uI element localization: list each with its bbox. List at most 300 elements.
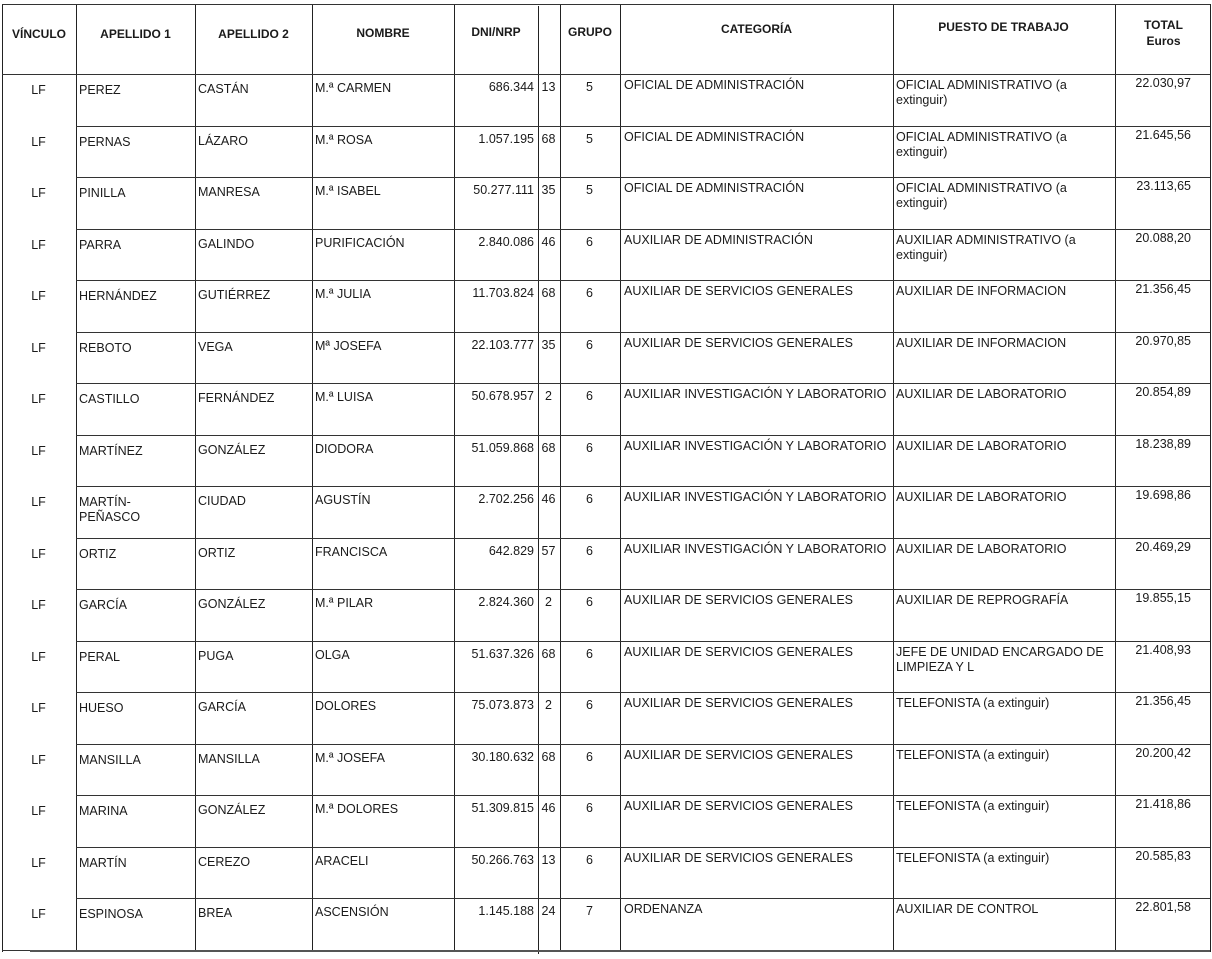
cell-vinculo: LF (31, 392, 46, 406)
cell-puesto: AUXILIAR DE LABORATORIO (896, 438, 1067, 453)
cell-grupo: 5 (586, 183, 593, 197)
row-divider (195, 435, 312, 436)
cell-vinculo: LF (31, 237, 46, 252)
row-divider (312, 126, 454, 127)
cell-apellido1: PINILLA (79, 186, 126, 200)
row-divider (893, 126, 1115, 127)
row-divider (195, 383, 312, 384)
row-divider (620, 486, 893, 487)
row-divider (560, 435, 620, 436)
cell-vinculo: LF (31, 340, 46, 355)
cell-dni: 50.266.763 (471, 852, 534, 867)
cell-nrp: 57 (541, 543, 556, 558)
row-divider (560, 280, 620, 281)
row-divider (560, 641, 620, 642)
row-divider (1115, 177, 1210, 178)
row-divider (1115, 898, 1210, 899)
cell-dni: 1.057.195 (478, 131, 534, 146)
cell-categoria: AUXILIAR DE SERVICIOS GENERALES (624, 335, 854, 350)
cell-nombre: OLGA (315, 647, 350, 662)
row-divider (560, 847, 620, 848)
cell-grupo: 6 (586, 234, 593, 249)
row-divider (76, 641, 195, 642)
row-divider (195, 229, 312, 230)
row-divider (893, 486, 1115, 487)
cell-total: 19.698,86 (1135, 488, 1191, 502)
cell-apellido2: MANRESA (198, 185, 260, 199)
cell-total: 20.088,20 (1135, 230, 1191, 245)
row-divider (1115, 280, 1210, 281)
row-divider (454, 126, 538, 127)
cell-vinculo: LF (31, 752, 46, 767)
cell-categoria: OFICIAL DE ADMINISTRACIÓN (624, 129, 805, 144)
cell-puesto: AUXILIAR DE INFORMACION (896, 335, 1067, 350)
row-divider (893, 692, 1115, 693)
cell-nombre: M.ª LUISA (315, 390, 374, 404)
cell-categoria: AUXILIAR DE SERVICIOS GENERALES (624, 593, 854, 607)
cell-dni: 11.703.824 (472, 286, 534, 300)
row-divider (1115, 795, 1210, 796)
cell-categoria: AUXILIAR DE SERVICIOS GENERALES (624, 644, 854, 659)
cell-nrp: 35 (541, 337, 556, 352)
cell-vinculo: LF (31, 804, 46, 818)
header-vinculo: VÍNCULO (12, 27, 66, 41)
row-divider (76, 589, 195, 590)
header-total-unit: Euros (1146, 34, 1181, 48)
row-divider (76, 280, 195, 281)
row-divider (538, 538, 560, 539)
row-divider (1115, 126, 1210, 127)
cell-total: 19.855,15 (1135, 591, 1191, 605)
row-divider (76, 229, 195, 230)
row-divider (893, 744, 1115, 745)
row-divider (620, 177, 893, 178)
cell-apellido1: REBOTO (79, 340, 132, 355)
cell-total: 22.030,97 (1135, 76, 1191, 90)
row-divider (312, 847, 454, 848)
cell-nrp: 2 (545, 595, 552, 609)
cell-nrp: 2 (545, 698, 552, 712)
cell-nrp: 46 (541, 492, 556, 506)
cell-grupo: 6 (586, 337, 593, 352)
row-divider (620, 692, 893, 693)
row-divider (312, 280, 454, 281)
cell-vinculo: LF (31, 598, 46, 612)
row-divider (560, 383, 620, 384)
cell-apellido2: CIUDAD (198, 494, 246, 508)
cell-grupo: 6 (586, 389, 593, 403)
cell-puesto: TELEFONISTA (a extinguir) (896, 696, 1050, 710)
row-divider (454, 435, 538, 436)
header-puesto: PUESTO DE TRABAJO (938, 20, 1069, 34)
cell-categoria: ORDENANZA (624, 902, 703, 916)
row-divider (312, 383, 454, 384)
row-divider (1115, 383, 1210, 384)
row-divider (893, 229, 1115, 230)
row-divider (560, 898, 620, 899)
cell-dni: 686.344 (488, 80, 534, 94)
cell-grupo: 6 (586, 492, 593, 506)
header-total: TOTAL (1144, 18, 1183, 32)
row-divider (620, 898, 893, 899)
cell-nrp: 13 (541, 852, 556, 867)
row-divider (538, 486, 560, 487)
cell-categoria: AUXILIAR INVESTIGACIÓN Y LABORATORIO (624, 438, 887, 453)
row-divider (893, 383, 1115, 384)
cell-apellido2: GARCÍA (198, 700, 246, 714)
row-divider (312, 641, 454, 642)
cell-nombre: M.ª ISABEL (315, 184, 381, 198)
cell-categoria: OFICIAL DE ADMINISTRACIÓN (624, 78, 805, 92)
row-divider (454, 692, 538, 693)
cell-puesto: TELEFONISTA (a extinguir) (896, 799, 1050, 813)
cell-categoria: AUXILIAR DE SERVICIOS GENERALES (624, 284, 854, 298)
cell-apellido2: LÁZARO (198, 133, 249, 148)
row-divider (538, 229, 560, 230)
row-divider (195, 847, 312, 848)
cell-total: 21.408,93 (1135, 642, 1191, 657)
row-divider (1115, 538, 1210, 539)
cell-apellido1: CASTILLO (79, 392, 140, 406)
cell-apellido1: MARTÍN (79, 855, 127, 870)
header-apellido2: APELLIDO 2 (218, 27, 289, 41)
cell-vinculo: LF (31, 443, 46, 458)
row-divider (893, 332, 1115, 333)
cell-nombre: M.ª JOSEFA (315, 750, 385, 765)
cell-vinculo: LF (31, 907, 46, 921)
row-divider (195, 744, 312, 745)
row-divider (538, 692, 560, 693)
cell-grupo: 5 (586, 80, 593, 94)
row-divider (893, 847, 1115, 848)
cell-nrp: 68 (541, 646, 556, 661)
row-divider (454, 538, 538, 539)
cell-apellido1: MANSILLA (79, 752, 141, 767)
cell-apellido2: GONZÁLEZ (198, 442, 266, 457)
row-divider (538, 589, 560, 590)
row-divider (195, 589, 312, 590)
row-divider (76, 898, 195, 899)
row-divider (195, 898, 312, 899)
row-divider (76, 538, 195, 539)
row-divider (560, 692, 620, 693)
row-divider (620, 280, 893, 281)
cell-grupo: 5 (586, 131, 593, 146)
cell-total: 18.238,89 (1135, 436, 1191, 451)
cell-apellido2: ORTIZ (198, 545, 236, 560)
row-divider (454, 641, 538, 642)
cell-grupo: 6 (586, 543, 593, 558)
cell-vinculo: LF (31, 83, 46, 97)
cell-grupo: 6 (586, 749, 593, 764)
cell-apellido2: FERNÁNDEZ (198, 391, 275, 405)
row-divider (454, 898, 538, 899)
row-divider (1115, 589, 1210, 590)
row-divider (2, 4, 1210, 5)
cell-nrp: 46 (541, 801, 556, 815)
row-divider (620, 435, 893, 436)
row-divider (893, 280, 1115, 281)
column-divider (312, 4, 313, 952)
cell-apellido1: MARTÍNEZ (79, 443, 143, 458)
row-divider (538, 744, 560, 745)
cell-categoria: AUXILIAR INVESTIGACIÓN Y LABORATORIO (624, 541, 887, 556)
cell-nrp: 24 (541, 904, 556, 918)
row-divider (560, 229, 620, 230)
cell-apellido2: CASTÁN (198, 82, 249, 96)
header-categoria: CATEGORÍA (720, 22, 793, 36)
cell-nombre: FRANCISCA (315, 544, 388, 559)
cell-apellido1: PARRA (79, 237, 122, 252)
row-divider (195, 692, 312, 693)
row-divider (893, 538, 1115, 539)
row-divider (312, 744, 454, 745)
cell-apellido2: GALINDO (198, 236, 255, 251)
cell-puesto: AUXILIAR DE LABORATORIO (896, 490, 1067, 504)
row-divider (538, 898, 560, 899)
cell-apellido1: ESPINOSA (79, 907, 143, 921)
cell-nombre: M.ª DOLORES (315, 802, 399, 816)
column-divider (1210, 4, 1211, 952)
header-apellido1: APELLIDO 1 (100, 27, 171, 41)
cell-total: 21.356,45 (1135, 694, 1191, 708)
cell-apellido1: HERNÁNDEZ (79, 289, 157, 303)
cell-dni: 75.073.873 (471, 698, 534, 712)
cell-nombre: Mª JOSEFA (315, 338, 382, 353)
cell-grupo: 6 (586, 286, 593, 300)
row-divider (76, 383, 195, 384)
cell-categoria: AUXILIAR INVESTIGACIÓN Y LABORATORIO (624, 387, 887, 401)
row-divider (560, 589, 620, 590)
cell-vinculo: LF (31, 495, 46, 509)
cell-vinculo: LF (31, 701, 46, 715)
cell-grupo: 6 (586, 595, 593, 609)
cell-nrp: 68 (541, 131, 556, 146)
cell-apellido1: MARTÍN-PEÑASCO (79, 495, 141, 524)
bottom-border (30, 950, 1210, 952)
row-divider (312, 589, 454, 590)
row-divider (454, 589, 538, 590)
cell-nrp: 46 (541, 234, 556, 249)
cell-nombre: PURIFICACIÓN (315, 235, 405, 250)
cell-vinculo: LF (31, 289, 46, 303)
cell-grupo: 6 (586, 801, 593, 815)
cell-puesto: OFICIAL ADMINISTRATIVO (a extinguir) (896, 181, 1067, 210)
cell-total: 23.113,65 (1136, 179, 1191, 193)
row-divider (620, 795, 893, 796)
column-divider (195, 4, 196, 952)
column-divider (893, 4, 894, 952)
row-divider (620, 847, 893, 848)
row-divider (560, 744, 620, 745)
row-divider (560, 486, 620, 487)
cell-apellido1: MARINA (79, 804, 128, 818)
row-divider (538, 641, 560, 642)
cell-vinculo: LF (31, 649, 46, 664)
row-divider (538, 126, 560, 127)
cell-puesto: AUXILIAR DE REPROGRAFÍA (896, 593, 1069, 607)
row-divider (538, 177, 560, 178)
column-divider (76, 4, 77, 952)
cell-apellido1: PEREZ (79, 83, 121, 97)
row-divider (454, 332, 538, 333)
cell-vinculo: LF (31, 855, 46, 870)
cell-categoria: AUXILIAR DE SERVICIOS GENERALES (624, 696, 854, 710)
cell-apellido2: MANSILLA (198, 751, 260, 766)
cell-grupo: 6 (586, 852, 593, 867)
cell-nrp: 35 (541, 183, 556, 197)
cell-total: 20.200,42 (1135, 745, 1191, 760)
cell-nombre: DIODORA (315, 441, 374, 456)
cell-dni: 50.277.111 (473, 183, 534, 197)
cell-nrp: 2 (545, 389, 552, 403)
row-divider (312, 538, 454, 539)
cell-nrp: 13 (541, 80, 556, 94)
row-divider (620, 589, 893, 590)
row-divider (560, 177, 620, 178)
cell-apellido1: HUESO (79, 701, 124, 715)
cell-puesto: AUXILIAR ADMINISTRATIVO (a extinguir) (896, 232, 1076, 262)
cell-apellido2: CEREZO (198, 854, 251, 869)
cell-dni: 51.059.868 (471, 440, 534, 455)
row-divider (76, 332, 195, 333)
cell-apellido2: GUTIÉRREZ (198, 288, 271, 302)
cell-puesto: AUXILIAR DE LABORATORIO (896, 387, 1067, 401)
row-divider (76, 126, 195, 127)
cell-nombre: M.ª ROSA (315, 132, 373, 147)
cell-dni: 2.702.256 (478, 492, 534, 506)
row-divider (893, 435, 1115, 436)
header-dni: DNI/NRP (471, 25, 521, 39)
cell-apellido1: GARCÍA (79, 598, 127, 612)
row-divider (1115, 486, 1210, 487)
row-divider (620, 383, 893, 384)
row-divider (76, 486, 195, 487)
row-divider (76, 847, 195, 848)
row-divider (312, 435, 454, 436)
cell-apellido2: VEGA (198, 339, 233, 354)
cell-vinculo: LF (31, 134, 46, 149)
row-divider (312, 229, 454, 230)
cell-dni: 2.824.360 (478, 595, 534, 609)
cell-apellido2: GONZÁLEZ (198, 803, 266, 817)
header-nombre: NOMBRE (356, 26, 410, 40)
row-divider (454, 177, 538, 178)
row-divider (1115, 692, 1210, 693)
cell-total: 20.854,89 (1135, 385, 1191, 399)
cell-categoria: AUXILIAR DE SERVICIOS GENERALES (624, 747, 854, 762)
row-divider (560, 795, 620, 796)
cell-nrp: 68 (541, 440, 556, 455)
cell-nombre: M.ª CARMEN (315, 81, 392, 95)
row-divider (538, 435, 560, 436)
row-divider (195, 538, 312, 539)
row-divider (454, 744, 538, 745)
row-divider (2, 74, 1210, 75)
row-divider (620, 126, 893, 127)
row-divider (1115, 332, 1210, 333)
row-divider (454, 795, 538, 796)
row-divider (195, 177, 312, 178)
row-divider (454, 486, 538, 487)
cell-nombre: M.ª PILAR (315, 596, 374, 610)
row-divider (538, 383, 560, 384)
cell-dni: 50.678.957 (471, 389, 534, 403)
cell-nombre: AGUSTÍN (315, 493, 371, 507)
row-divider (620, 538, 893, 539)
cell-apellido2: PUGA (198, 648, 234, 663)
row-divider (312, 332, 454, 333)
row-divider (893, 898, 1115, 899)
cell-grupo: 6 (586, 646, 593, 661)
row-divider (538, 795, 560, 796)
row-divider (893, 795, 1115, 796)
cell-categoria: OFICIAL DE ADMINISTRACIÓN (624, 181, 805, 195)
cell-total: 21.418,86 (1135, 797, 1191, 811)
cell-grupo: 6 (586, 698, 593, 712)
row-divider (454, 229, 538, 230)
row-divider (1115, 229, 1210, 230)
row-divider (312, 177, 454, 178)
row-divider (454, 383, 538, 384)
cell-total: 20.585,83 (1135, 848, 1191, 863)
row-divider (538, 847, 560, 848)
row-divider (1115, 435, 1210, 436)
row-divider (620, 229, 893, 230)
cell-nombre: ASCENSIÓN (315, 905, 389, 919)
cell-puesto: JEFE DE UNIDAD ENCARGADO DE LIMPIEZA Y L (896, 644, 1104, 674)
row-divider (195, 280, 312, 281)
cell-nrp: 68 (541, 286, 556, 300)
row-divider (454, 280, 538, 281)
cell-dni: 51.637.326 (471, 646, 534, 661)
cell-nombre: M.ª JULIA (315, 287, 372, 301)
cell-nrp: 68 (541, 749, 556, 764)
cell-puesto: TELEFONISTA (a extinguir) (896, 747, 1050, 762)
column-divider (620, 4, 621, 952)
cell-nombre: DOLORES (315, 699, 377, 713)
row-divider (312, 795, 454, 796)
cell-grupo: 7 (586, 904, 593, 918)
row-divider (560, 126, 620, 127)
row-divider (76, 744, 195, 745)
row-divider (454, 847, 538, 848)
row-divider (893, 641, 1115, 642)
row-divider (1115, 847, 1210, 848)
row-divider (195, 795, 312, 796)
cell-total: 21.356,45 (1135, 282, 1191, 296)
row-divider (560, 332, 620, 333)
row-divider (312, 692, 454, 693)
row-divider (893, 177, 1115, 178)
cell-total: 20.970,85 (1135, 333, 1191, 348)
cell-apellido1: ORTIZ (79, 546, 117, 561)
row-divider (1115, 641, 1210, 642)
cell-total: 22.801,58 (1135, 900, 1191, 914)
header-grupo: GRUPO (567, 25, 612, 39)
cell-puesto: AUXILIAR DE LABORATORIO (896, 541, 1067, 556)
cell-apellido2: GONZÁLEZ (198, 597, 266, 611)
row-divider (893, 589, 1115, 590)
row-divider (76, 177, 195, 178)
row-divider (312, 898, 454, 899)
row-divider (76, 795, 195, 796)
row-divider (620, 641, 893, 642)
cell-categoria: AUXILIAR DE SERVICIOS GENERALES (624, 799, 854, 813)
row-divider (620, 332, 893, 333)
cell-dni: 2.840.086 (478, 234, 534, 249)
cell-dni: 642.829 (488, 543, 534, 558)
